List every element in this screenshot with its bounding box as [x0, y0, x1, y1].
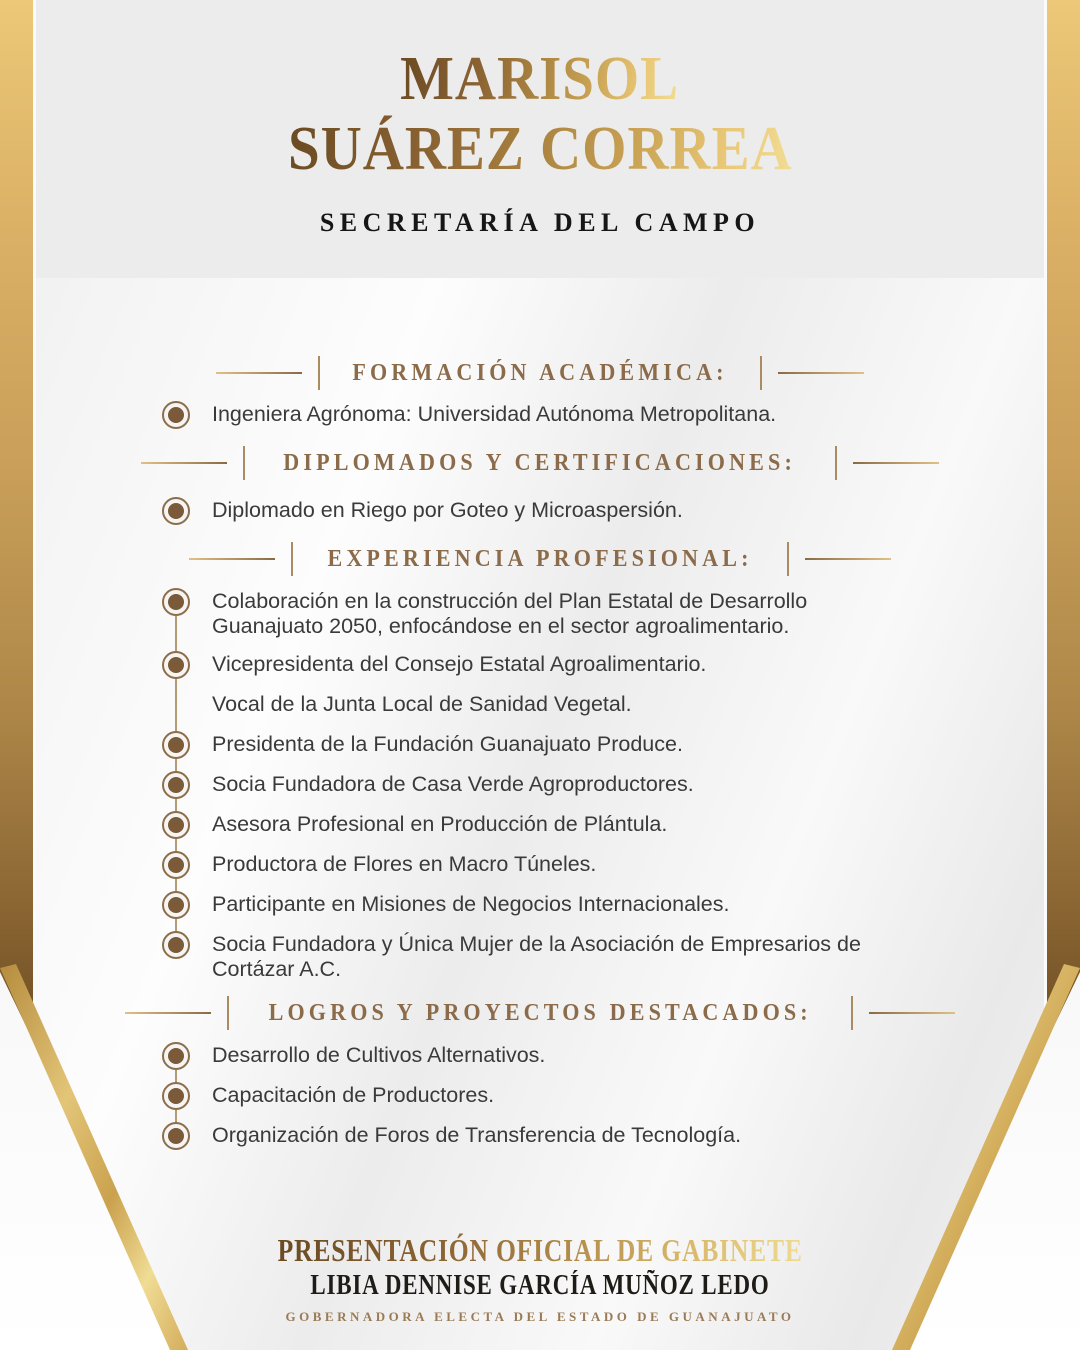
- header-band: [0, 0, 1080, 278]
- section-title: LOGROS Y PROYECTOS DESTACADOS:: [268, 999, 812, 1026]
- section-items: [0, 589, 1080, 982]
- bullet-icon: [162, 651, 190, 679]
- heading-tick-right: [835, 446, 837, 480]
- heading-rule-left: [216, 372, 302, 374]
- section-title: FORMACIÓN ACADÉMICA:: [352, 359, 728, 386]
- item-text: Vocal de la Junta Local de Sanidad Vegetal.: [212, 692, 632, 716]
- list-item: [162, 1083, 990, 1110]
- heading-rule-left: [125, 1012, 211, 1014]
- list-item: [162, 892, 990, 919]
- item-text: Colaboración en la construcción del Plan Estatal de Desarrollo Guanajuato 2050, enfocándose en el sector agroalimentario.: [212, 589, 808, 638]
- item-text: Socia Fundadora de Casa Verde Agroproductores.: [212, 772, 694, 796]
- list-item: [162, 772, 990, 799]
- list-item: [162, 812, 990, 839]
- bullet-icon: [162, 851, 190, 879]
- heading-tick-left: [291, 542, 293, 576]
- heading-tick-right: [787, 542, 789, 576]
- list-item: [162, 932, 990, 982]
- list-item: [162, 402, 990, 429]
- person-name: [0, 44, 1080, 184]
- bullet-icon: [162, 1042, 190, 1070]
- section-heading: [0, 356, 1080, 390]
- list-item: [162, 652, 990, 679]
- section-items: [0, 1043, 1080, 1150]
- heading-rule-left: [141, 462, 227, 464]
- heading-rule-left: [189, 558, 275, 560]
- bullet-icon: [162, 771, 190, 799]
- bullet-icon: [162, 497, 190, 525]
- section: [0, 996, 1080, 1150]
- item-text: Organización de Foros de Transferencia de Tecnología.: [212, 1123, 742, 1147]
- footer-governor-name: LIBIA DENNISE GARCÍA MUÑOZ LEDO: [310, 1270, 770, 1301]
- item-text: Ingeniera Agrónoma: Universidad Autónoma Metropolitana.: [212, 402, 777, 426]
- list-item: [162, 732, 990, 759]
- footer-kicker: PRESENTACIÓN OFICIAL DE GABINETE: [277, 1232, 803, 1268]
- bullet-icon: [162, 931, 190, 959]
- heading-tick-left: [243, 446, 245, 480]
- item-text: Capacitación de Productores.: [212, 1083, 495, 1107]
- person-name-line1: MARISOL: [400, 45, 680, 113]
- item-text: Presidenta de la Fundación Guanajuato Produce.: [212, 732, 683, 756]
- bullet-icon: [162, 588, 190, 616]
- list-item: [162, 1123, 990, 1150]
- person-name-line2: SUÁREZ CORREA: [287, 115, 793, 183]
- bullet-icon: [162, 731, 190, 759]
- section-title: EXPERIENCIA PROFESIONAL:: [327, 545, 753, 572]
- list-item: [162, 692, 990, 719]
- section-heading: [0, 542, 1080, 576]
- heading-tick-right: [760, 356, 762, 390]
- item-text: Diplomado en Riego por Goteo y Microaspersión.: [212, 498, 683, 522]
- item-text: Productora de Flores en Macro Túneles.: [212, 852, 597, 876]
- footer: [0, 1232, 1080, 1325]
- list-item: [162, 498, 990, 525]
- section-items: [0, 498, 1080, 525]
- item-text: Desarrollo de Cultivos Alternativos.: [212, 1043, 546, 1067]
- heading-rule-right: [805, 558, 891, 560]
- role-title: SECRETARÍA DEL CAMPO: [319, 208, 761, 237]
- resume-content: [0, 278, 1080, 1150]
- heading-rule-right: [853, 462, 939, 464]
- section-heading: [0, 446, 1080, 480]
- list-item: [162, 589, 990, 639]
- item-text: Asesora Profesional en Producción de Plántula.: [212, 812, 668, 836]
- section-heading: [0, 996, 1080, 1030]
- list-item: [162, 1043, 990, 1070]
- heading-rule-right: [869, 1012, 955, 1014]
- section: [0, 356, 1080, 429]
- bullet-icon: [162, 891, 190, 919]
- heading-rule-right: [778, 372, 864, 374]
- heading-tick-left: [227, 996, 229, 1030]
- list-item: [162, 852, 990, 879]
- heading-tick-left: [318, 356, 320, 390]
- bullet-icon: [162, 1082, 190, 1110]
- item-text: Participante en Misiones de Negocios Internacionales.: [212, 892, 730, 916]
- heading-tick-right: [851, 996, 853, 1030]
- item-text: Vicepresidenta del Consejo Estatal Agroalimentario.: [212, 652, 707, 676]
- bullet-icon: [162, 1122, 190, 1150]
- bullet-icon: [162, 401, 190, 429]
- section-title: DIPLOMADOS Y CERTIFICACIONES:: [283, 449, 797, 476]
- section: [0, 542, 1080, 982]
- item-text: Socia Fundadora y Única Mujer de la Asociación de Empresarios de Cortázar A.C.: [212, 932, 861, 981]
- section: [0, 446, 1080, 525]
- section-items: [0, 402, 1080, 429]
- bullet-icon: [162, 811, 190, 839]
- footer-governor-role: GOBERNADORA ELECTA DEL ESTADO DE GUANAJUATO: [285, 1309, 795, 1324]
